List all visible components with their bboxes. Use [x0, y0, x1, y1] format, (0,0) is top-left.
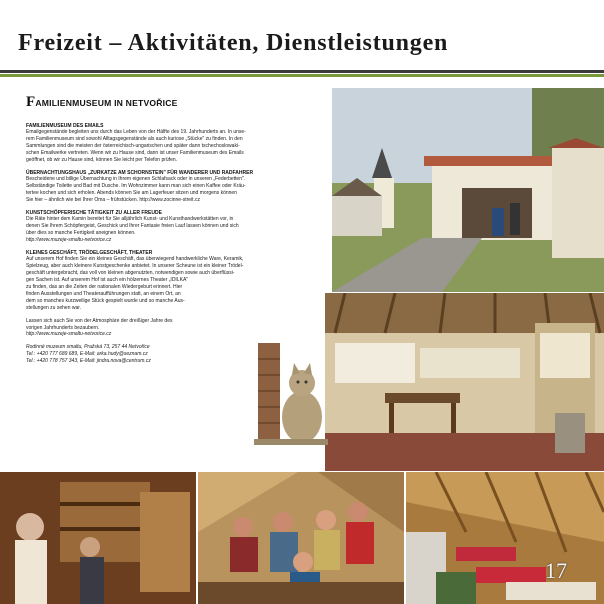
contact-line: Tel.: +420 777 689 689, E-Mail: arka.hudy@seznam.cz: [26, 351, 148, 358]
article-section: [26, 123, 326, 164]
contact-line: Rodinné muzeum smaltu, Pražská 73, 257 44 Netvořice: [26, 344, 150, 351]
section-text-line: denen Sie Ihrem Schöpfergeist, Geschick und Ihrer Fantasie freien Lauf lassen können und sich: [26, 223, 239, 230]
photo-kitchen: [325, 293, 604, 471]
section-text-line: Die Räte hinter dem Kamin bereitet für Sie alljährlich Kunst- und Kunsthandwerkstätten vor, in: [26, 216, 234, 223]
section-text-line: finden Ausstellungen und Theateraufführungen statt, an einem Ort, an: [26, 290, 181, 297]
section-text-line: Bescheidene und billige Übernachtung in Ihrem eigenen Schlafsack oder in unseren „Federbetten".: [26, 176, 246, 183]
section-text-line: Emailgegenstände begleiten uns durch das Leben von der Hälfte des 19. Jahrhunderts an. In unse-: [26, 129, 246, 136]
article-section: [26, 170, 326, 204]
section-link[interactable]: http://www.muzeje-smaltu-netvorice.cz: [26, 331, 112, 338]
section-title: ÜBERNACHTUNGSHAUS „ZURKATZE AM SCHORNSTEIN" FÜR WANDERER UND RADFAHRER: [26, 169, 254, 176]
title-rule: [0, 70, 604, 73]
section-text-line: Lassen sich auch Sie von der Atmosphäre der dreißiger Jahre des: [26, 317, 173, 324]
contact-line: Tel.: +420 778 757 343, E-Mail: jindra.nova@centrum.cz: [26, 358, 151, 365]
page-number: 17: [545, 558, 567, 583]
section-text-line: schen Emailwerke vertreten. Wenn wir zu Hause sind, dann ist unser Familienmuseum des Emails: [26, 150, 244, 157]
section-text-line: geschäft untergebracht, das voll von kleinen abgenutzten, notwendigen sowie auch überflüssi-: [26, 270, 235, 277]
article-section: [26, 210, 326, 244]
photo-attic-beds: [406, 472, 604, 604]
article: [26, 94, 326, 365]
section-title: KLEINES GESCHÄFT, TRÖDELGESCHÄFT, THEATER: [26, 250, 153, 256]
title-accent-rule: [0, 74, 604, 77]
article-sections: [26, 123, 326, 338]
drop-cap: F: [26, 94, 36, 110]
section-title: FAMILIENMUSEUM DES EMAILS: [26, 123, 104, 129]
section-text-line: rem Familienmuseum sind sowohl Alltagsgegenstände als auch kuriose „Stücke" zu finden. In den: [26, 136, 243, 143]
section-text-line: Auf unserem Hof finden Sie ein kleines Geschäft, das überwiegend handwerkliche Ware, Keramik,: [26, 256, 244, 263]
section-title: KUNSTSCHÖPFERISCHE TÄTIGKEIT ZU ALLER FREUDE: [26, 209, 162, 216]
heading-text: AMILIENMUSEUM IN NETVOŘICE: [35, 98, 178, 108]
section-text-line: Selbständige Toilette und Bad mit Dusche. Im Wohnzimmer kann man sich einen Kaffee oder Kräu-: [26, 183, 246, 190]
section-text-line: tertee kochen und sich erholen. Abends können Sie am Lagerfeuer sitzen und morgens können: [26, 190, 237, 197]
section-text-line: geöffnet, ob wir zu Hause sind, können Sie leicht per Telefon prüfen.: [26, 157, 178, 164]
section-link[interactable]: http://www.muzeje-smaltu-netvorice.cz: [26, 237, 112, 244]
section-text-line: stellungen zu sehen war.: [26, 304, 82, 311]
photo-shop: [0, 472, 196, 604]
section-text-line: Sie hier – ähnlich wie bei Ihrer Oma – frühstücken. http://www.zocinne-streit.cz: [26, 197, 200, 204]
photo-village: [332, 88, 604, 292]
page-title: Freizeit – Aktivitäten, Dienstleistungen: [18, 30, 449, 56]
article-heading: [26, 94, 326, 111]
section-text-line: zu finden, das an die Zeiten der nationalen Wiedergeburt erinnert. Hier: [26, 284, 183, 291]
section-text-line: vorigen Jahrhunderts bezaubern.: [26, 324, 100, 331]
section-text-line: dem so manches kurzweilige Stück gespielt wurde und so manche Aus-: [26, 297, 185, 304]
section-text-line: Sammlungen sind die meisten der österreichisch-ungarischen und später dann tschechoslowaki-: [26, 143, 240, 150]
section-text-line: gen Sachen ist. Auf unserem Hof ist auch ein hölzernes Theater „IDILKA": [26, 277, 189, 284]
photo-group: [198, 472, 404, 604]
cat-sculpture: [250, 335, 330, 447]
article-section: [26, 250, 326, 312]
section-text-line: Spielzeug, aber auch kleinere Kunstgeschenke anbietet. In unserer Scheune ist ein kleiner Trödel-: [26, 263, 244, 270]
section-text-line: über dies so manche Fertigkeit aneignen können.: [26, 230, 136, 237]
